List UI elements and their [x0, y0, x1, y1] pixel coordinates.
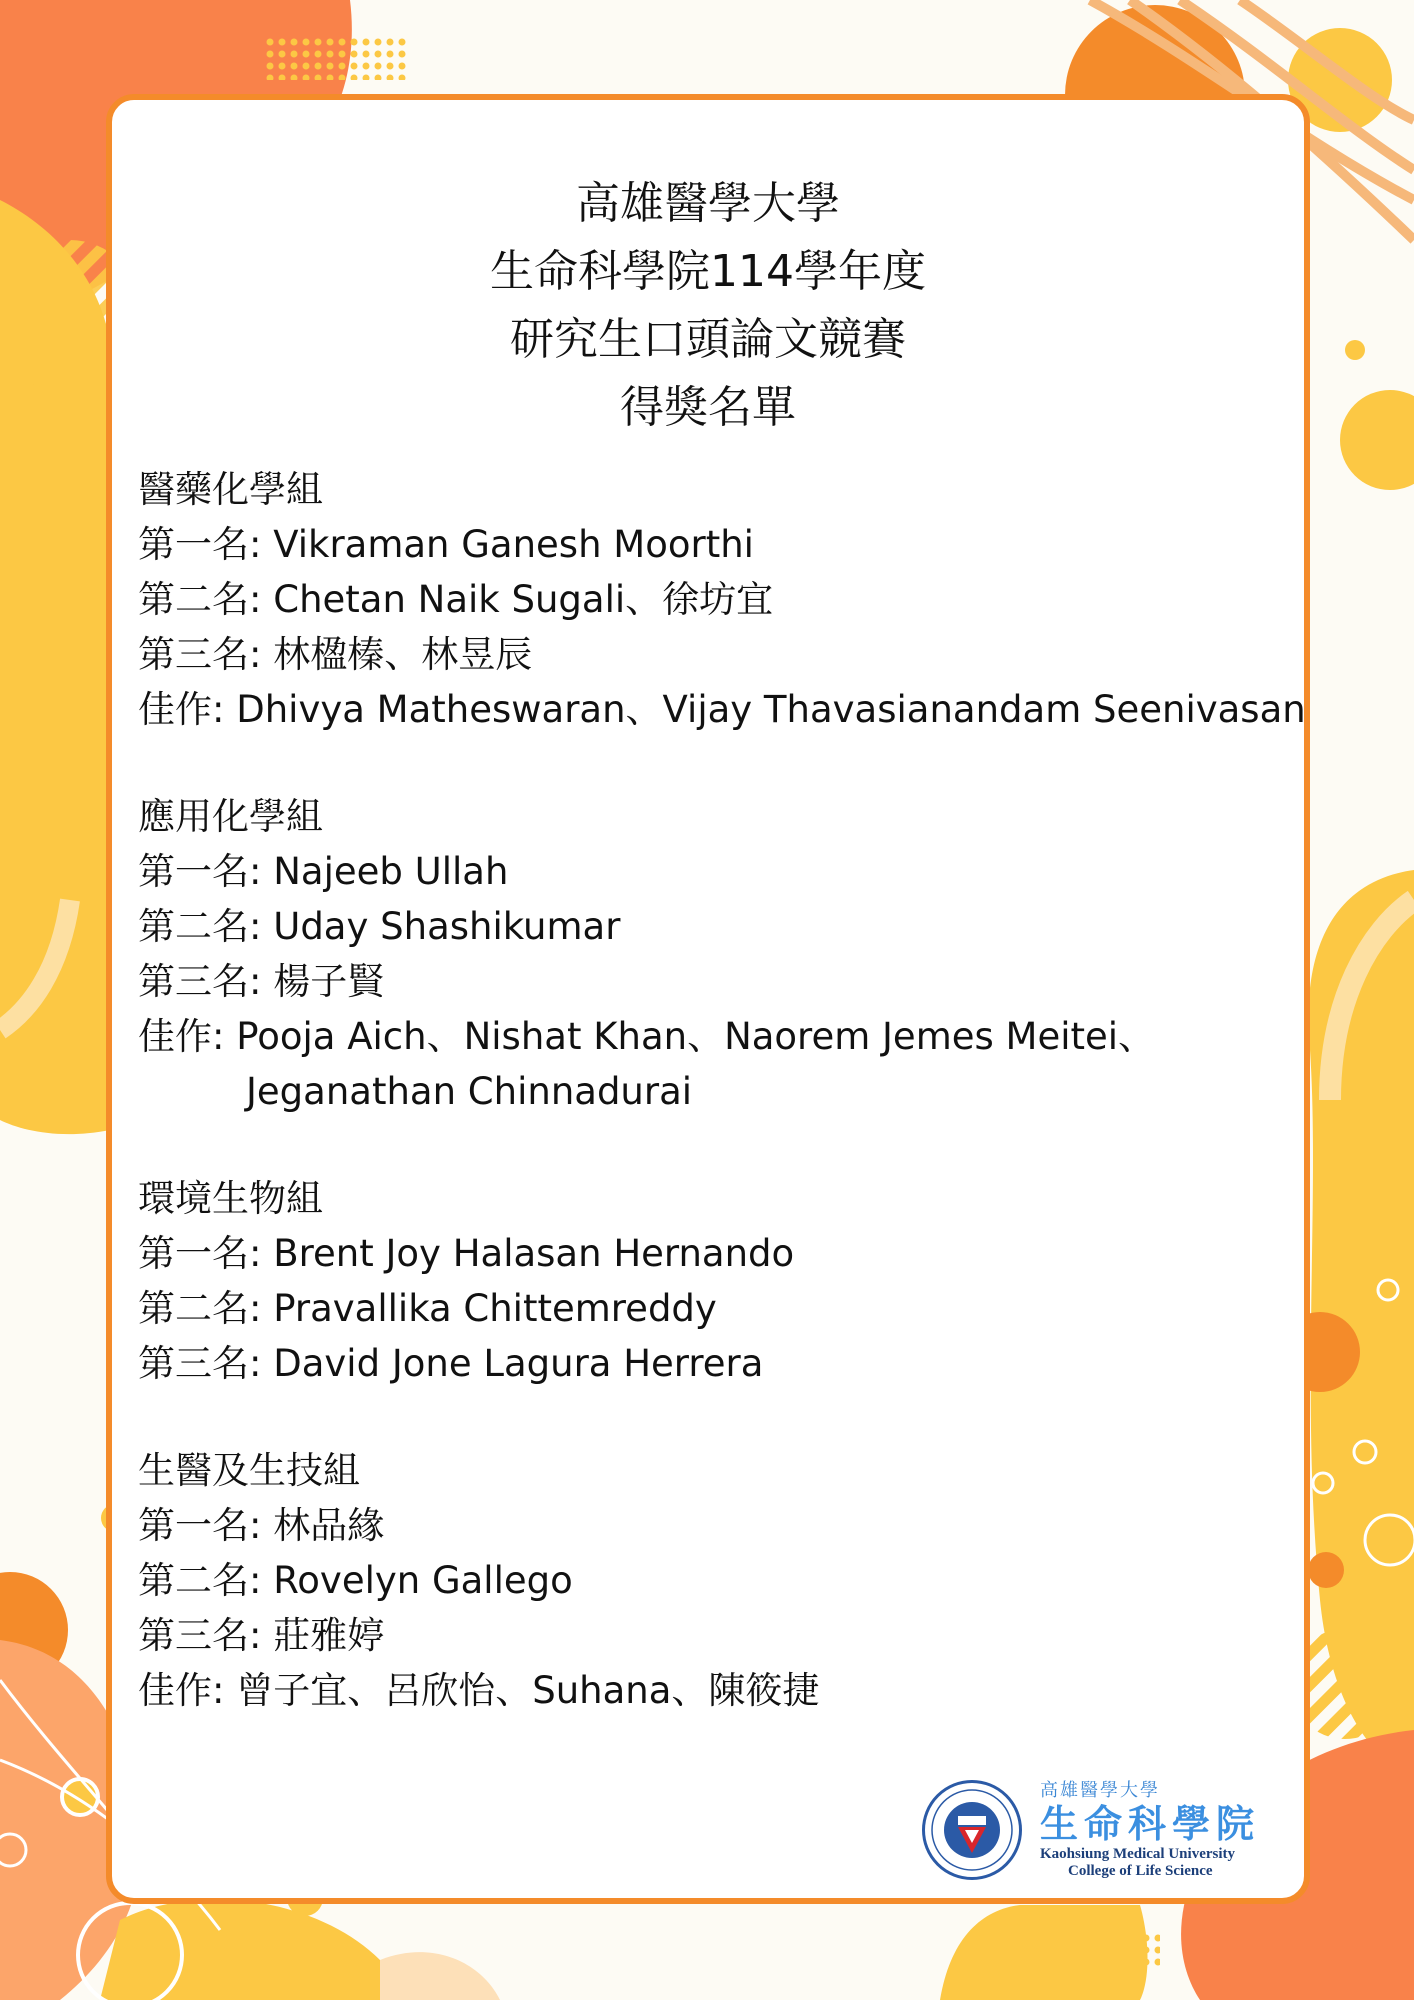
award-names: Chetan Naik Sugali、徐坊宜 [273, 578, 774, 621]
award-row [138, 954, 1338, 1009]
award-list [138, 462, 1338, 1770]
award-row [138, 899, 1338, 954]
logo-college-name-cn: 生命科學院 [1040, 1802, 1261, 1846]
award-row [138, 682, 1338, 737]
award-label: 第二名: [138, 1559, 262, 1602]
university-seal-icon [922, 1780, 1022, 1880]
award-group-biomedical-biotech [138, 1443, 1338, 1718]
logo-wordmark [1040, 1780, 1302, 1880]
award-group-medicinal-chemistry [138, 462, 1338, 737]
award-label: 第二名: [138, 578, 262, 621]
award-label: 第三名: [138, 960, 262, 1003]
award-row [138, 1226, 1338, 1281]
award-names: Brent Joy Halasan Hernando [273, 1232, 795, 1275]
award-label: 第二名: [138, 1287, 262, 1330]
award-names: 林楹榛、林昱辰 [273, 633, 533, 676]
award-row [138, 1009, 1338, 1119]
award-row [138, 517, 1338, 572]
award-names: Vikraman Ganesh Moorthi [273, 523, 754, 566]
award-names: 莊雅婷 [273, 1614, 385, 1657]
group-title: 環境生物組 [138, 1177, 323, 1220]
award-row [138, 1553, 1338, 1608]
award-names: 曾子宜、呂欣怡、Suhana、陳筱捷 [236, 1669, 820, 1712]
award-row [138, 627, 1338, 682]
award-names: 林品緣 [273, 1504, 385, 1547]
logo-college-name-en: College of Life Science [1068, 1863, 1213, 1879]
award-names: Najeeb Ullah [273, 850, 509, 893]
award-row [138, 1498, 1338, 1553]
award-names: Pravallika Chittemreddy [273, 1287, 717, 1330]
award-group-environmental-biology [138, 1171, 1338, 1391]
award-names: Dhivya Matheswaran、Vijay Thavasianandam Seenivasan [236, 688, 1306, 731]
award-row [138, 1663, 1338, 1718]
award-label: 佳作: [138, 1015, 225, 1058]
award-names: Rovelyn Gallego [273, 1559, 573, 1602]
award-names-continued: Jeganathan Chinnadurai [246, 1070, 693, 1113]
award-row [138, 1281, 1338, 1336]
title-line: 高雄醫學大學 [576, 178, 840, 229]
award-names: Uday Shashikumar [273, 905, 621, 948]
award-row [138, 572, 1338, 627]
page-title [106, 170, 1310, 442]
group-title: 應用化學組 [138, 795, 323, 838]
award-label: 第三名: [138, 1614, 262, 1657]
title-line: 研究生口頭論文競賽 [510, 314, 906, 365]
title-line: 生命科學院114學年度 [490, 246, 926, 297]
award-names: 楊子賢 [273, 960, 385, 1003]
group-title: 醫藥化學組 [138, 468, 323, 511]
award-row [138, 1336, 1338, 1391]
award-row [138, 844, 1338, 899]
award-names: Pooja Aich、Nishat Khan、Naorem Jemes Meitei、 [236, 1015, 1156, 1058]
award-label: 第一名: [138, 1504, 262, 1547]
college-logo [922, 1780, 1302, 1884]
group-title: 生醫及生技組 [138, 1449, 360, 1492]
title-line: 得獎名單 [620, 382, 796, 433]
award-label: 第三名: [138, 1342, 262, 1385]
award-label: 第一名: [138, 850, 262, 893]
award-group-applied-chemistry [138, 789, 1338, 1119]
award-names: David Jone Lagura Herrera [273, 1342, 764, 1385]
logo-university-name-en: Kaohsiung Medical University [1040, 1846, 1236, 1862]
award-row [138, 1608, 1338, 1663]
award-label: 第一名: [138, 1232, 262, 1275]
award-label: 佳作: [138, 688, 225, 731]
award-label: 佳作: [138, 1669, 225, 1712]
award-label: 第三名: [138, 633, 262, 676]
award-label: 第二名: [138, 905, 262, 948]
logo-university-name-cn: 高雄醫學大學 [1040, 1780, 1160, 1801]
award-label: 第一名: [138, 523, 262, 566]
